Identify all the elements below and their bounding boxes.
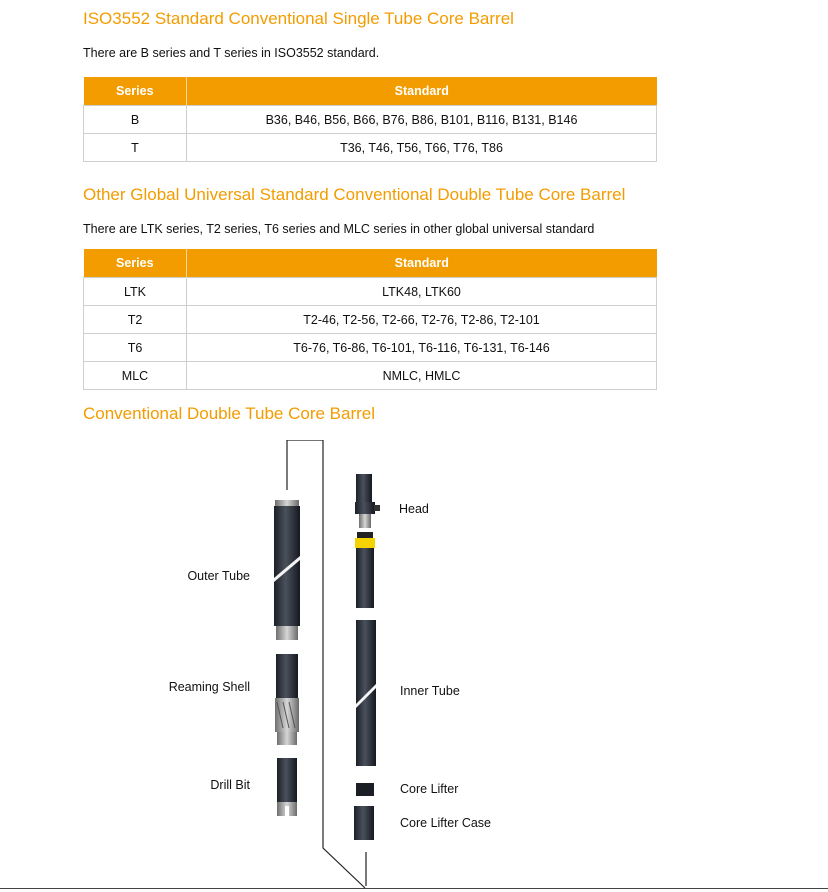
- series-cell: T2: [84, 306, 187, 334]
- table-row: [84, 334, 657, 362]
- section1-table: [83, 77, 657, 162]
- series-cell: T6: [84, 334, 187, 362]
- section2-intro: There are LTK series, T2 series, T6 series and MLC series in other global universal standard: [83, 222, 595, 236]
- table-row: [84, 362, 657, 390]
- drill-bit-image: [276, 758, 302, 818]
- column-header-standard: Standard: [187, 77, 657, 106]
- section2-heading: Other Global Universal Standard Conventional Double Tube Core Barrel: [83, 185, 626, 204]
- table-row: [84, 134, 657, 162]
- section1-intro: There are B series and T series in ISO3552 standard.: [83, 46, 380, 60]
- series-cell: LTK: [84, 278, 187, 306]
- reaming-shell-image: [274, 654, 304, 746]
- standard-cell: T6-76, T6-86, T6-101, T6-116, T6-131, T6-146: [187, 334, 657, 362]
- section1-heading: ISO3552 Standard Conventional Single Tube Core Barrel: [83, 9, 514, 28]
- outer-tube-image: [273, 500, 303, 642]
- label-outer-tube: Outer Tube: [187, 569, 250, 583]
- column-header-series: Series: [84, 77, 187, 106]
- series-cell: B: [84, 106, 187, 134]
- series-cell: T: [84, 134, 187, 162]
- label-reaming-shell: Reaming Shell: [168, 680, 250, 694]
- head-image: [352, 474, 384, 610]
- label-core-lifter-case: Core Lifter Case: [400, 816, 492, 830]
- label-inner-tube: Inner Tube: [400, 684, 460, 698]
- column-header-standard: Standard: [187, 249, 657, 278]
- core-lifter-image: [353, 780, 379, 800]
- core-lifter-case-image: [352, 806, 378, 842]
- inner-tube-image: [354, 620, 380, 768]
- label-drill-bit: Drill Bit: [210, 778, 250, 792]
- standard-cell: T2-46, T2-56, T2-66, T2-76, T2-86, T2-101: [187, 306, 657, 334]
- label-core-lifter: Core Lifter: [400, 782, 459, 796]
- standard-cell: B36, B46, B56, B66, B76, B86, B101, B116, B131, B146: [187, 106, 657, 134]
- section2-table: [83, 249, 657, 390]
- table-header-row: [84, 77, 657, 106]
- section3-heading: Conventional Double Tube Core Barrel: [83, 404, 376, 423]
- table-header-row: [84, 249, 657, 278]
- table-row: [84, 306, 657, 334]
- bottom-divider: [0, 888, 828, 889]
- column-header-series: Series: [84, 249, 187, 278]
- table-row: [84, 106, 657, 134]
- standard-cell: NMLC, HMLC: [187, 362, 657, 390]
- label-head: Head: [399, 502, 429, 516]
- series-cell: MLC: [84, 362, 187, 390]
- standard-cell: T36, T46, T56, T66, T76, T86: [187, 134, 657, 162]
- standard-cell: LTK48, LTK60: [187, 278, 657, 306]
- table-row: [84, 278, 657, 306]
